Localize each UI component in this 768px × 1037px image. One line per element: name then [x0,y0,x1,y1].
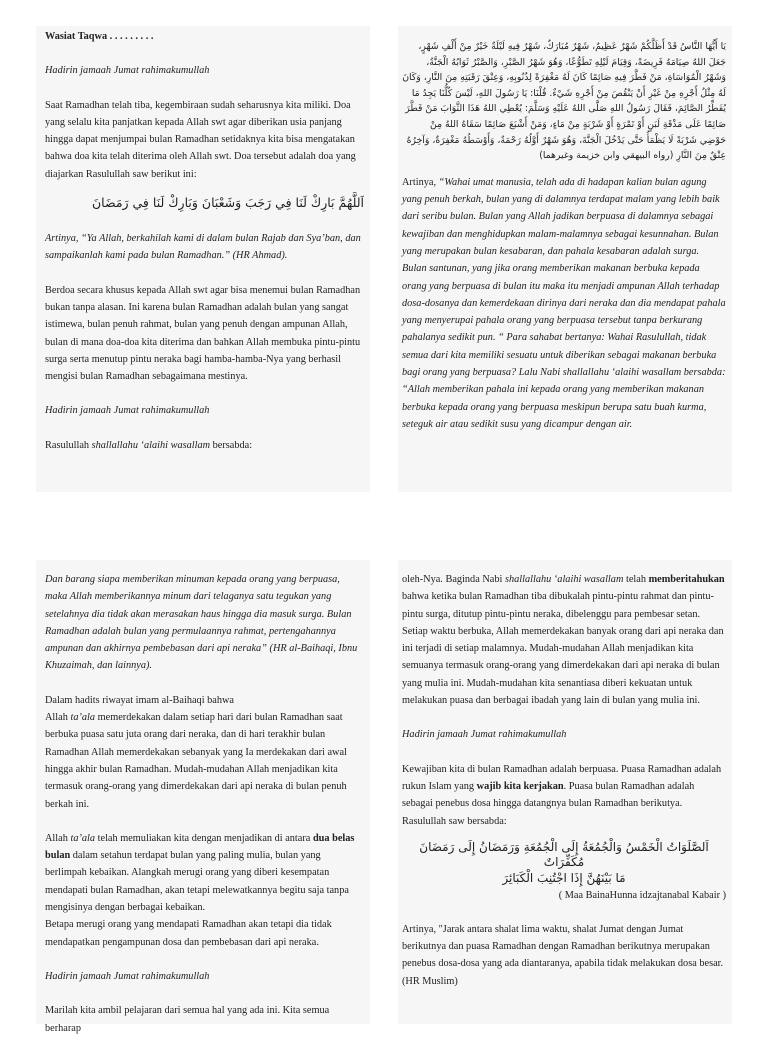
spacer [402,904,726,921]
hadith-arabic: يَا أَيُّهَا النَّاسُ قَدْ أَظَلَّكُمْ شَهْرٌ عَظِيمٌ، شَهْرٌ مُبَارَكٌ، شَهْرٌ فِيهِ لَيْلَةٌ خَيْرٌ مِنْ أَلْفِ شَهْرٍ، جَعَلَ اللهُ صِيَامَهُ فَرِيضَةً، وَقِيَامَ لَيْلِهِ تَطَوُّعًا، وَهُوَ شَهْرُ الصَّبْرِ، وَالصَّبْرُ ثَوَابُهُ الْجَنَّةُ، وَشَهْرُ الْمُوَاسَاةِ، مَنْ فَطَّرَ فِيهِ صَائِمًا كَانَ لَهُ مَغْفِرَةً لِذُنُوبِهِ، وَعِتْقَ رَقَبَتِهِ مِنَ النَّارِ، وَكَانَ لَهُ مِثْلُ أَجْرِهِ مِنْ غَيْرِ أَنْ يَنْقُصَ مِنْ أَجْرِهِ شَيْءٌ. قُلْنَا: يَا رَسُولَ اللهِ، لَيْسَ كُلُّنَا يَجِدُ مَا يُفَطِّرُ الصَّائِمَ، فَقَالَ رَسُولُ اللهِ صَلَّى اللهُ عَلَيْهِ وَسَلَّمَ: يُعْطِي اللهُ هَذَا الثَّوَابَ مَنْ فَطَّرَ صَائِمًا عَلَى مَذْقَةِ لَبَنٍ أَوْ تَمْرَةٍ أَوْ شَرْبَةٍ مِنْ مَاءٍ، وَمَنْ أَشْبَعَ صَائِمًا سَقَاهُ اللهُ مِنْ حَوْضِي شَرْبَةً لَا يَظْمَأُ حَتَّى يَدْخُلَ الْجَنَّةَ، وَهُوَ شَهْرٌ أَوَّلُهُ رَحْمَةٌ، وَأَوْسَطُهُ مَغْفِرَةٌ، وَآخِرُهُ عِتْقٌ مِنَ النَّارِ (رواه البيهقي وابن خزيمة وغيرهما) [402,41,726,162]
paragraph [402,571,726,709]
text-run-italic: shallallahu ‘alaihi wasallam [91,439,211,451]
spacer [402,709,726,726]
spacer [45,213,364,230]
text-run: Allah [45,712,71,724]
paragraph: Saat Ramadhan telah tiba, kegembiraan sudah seharusnya kita miliki. Doa yang selalu kita panjatkan kepada Allah swt agar diberikan usia panjang hingga dapat menjumpai bulan Ramadhan setidaknya kita bisa mengatakan bahwa doa kita telah diterima oleh Allah swt. Doa tersebut adalah doa yang diajarkan Rasulullah saw berikut ini: [45,99,356,180]
paragraph [45,709,364,813]
spacer [45,813,364,830]
text-run: Rasulullah [45,439,92,451]
text-run: oleh-Nya. Baginda Nabi [402,574,505,585]
text-run-bold: memberitahukan [648,574,725,585]
text-run-italic: ta’ala [70,832,96,844]
text-run: dalam setahun terdapat bulan yang paling mulia, bulan yang berlimpah kebaikan. Alangkah merugi orang yang diberi kesempatan mendapati bulan Ramadhan, akan tetapi melewatkannya begitu saja tanpa mengisinya dengan berbagai kebaikan. [45,850,349,914]
document-page-1 [36,26,370,492]
text-run: . Puasa bulan Ramadhan adalah sebagai penebus dosa hingga datangnya bulan Ramadhan berikutya. Rasulullah saw bersabda: [402,780,695,827]
hadith-translation [402,174,726,433]
spacer [45,183,364,193]
spacer [45,45,364,62]
text-run: telah [623,574,649,585]
document-page-4 [398,560,732,1024]
spacer [45,675,364,692]
text-run: bersabda: [210,439,253,451]
greeting: Hadirin jamaah Jumat rahimakumullah [45,405,210,417]
greeting: Hadirin jamaah Jumat rahimakumullah [402,729,567,741]
spacer [402,164,726,174]
spacer [45,265,364,282]
spacer [45,385,364,402]
paragraph: Dalam hadits riwayat imam al-Baihaqi bahwa [45,694,234,706]
spacer [402,830,726,840]
text-run: telah memuliakan kita dengan menjadikan di antara [95,832,313,844]
spacer [45,80,364,97]
hadith-translation: Artinya, "Jarak antara shalat lima waktu, shalat Jumat dengan Jumat berikutnya dan puasa Ramadhan dengan Ramadhan berikutnya merupakan penebus dosa-dosa yang ada diantaranya, apabila tidak melakukan dosa besar. (HR Muslim) [402,923,724,987]
document-page-3 [36,560,370,1034]
text-run-italic: ta’ala [70,712,96,724]
section-title: Wasiat Taqwa . . . . . . . . . [45,31,154,42]
paragraph: Betapa merugi orang yang mendapati Ramadhan akan tetapi dia tidak mendapatkan pengampunan dosa dan pembebasan dari api neraka. [45,919,332,948]
hadith-arabic-line-2: مَا بَيْنَهُنَّ إِذَا اجْتُنِبَ الْكَبَائِرَ [502,871,626,886]
paragraph: Marilah kita ambil pelajaran dari semua hal yang ada ini. Kita semua berharap [45,1005,330,1034]
paragraph [45,437,364,454]
paragraph [45,830,364,916]
dua-translation: Artinya, “Ya Allah, berkahilah kami di dalam bulan Rajab dan Sya’ban, dan sampaikanlah kami pada bulan Ramadhan.” (HR Ahmad). [45,233,361,262]
hadith-reference: ( Maa BainaHunna idzajtanabal Kabair ) [558,889,726,901]
document-page-2 [398,26,732,492]
spacer [45,420,364,437]
text-run: Kewajiban kita di bulan Ramadhan adalah berpuasa. Puasa Ramadhan adalah rukun Islam yang [402,763,722,792]
text-run-italic: “Wahai umat manusia, telah ada di hadapan kalian bulan agung yang penuh berkah, bulan yang di dalamnya terdapat malam yang lebih baik dari seribu bulan. Bulan yang Allah jadikan berpuasa di dalamnya sebagai kewajiban dan menghidupkan malam-malamnya sebagai kesunnahan. Bulan yang merupakan bulan kesabaran, dan pahala kesabaran adalah surga. Bulan santunan, yang jika orang memberikan makanan berbuka kepada orang yang berpuasa di bulan itu maka itu menjadi ampunan Allah terhadap dosa-dosanya dan kemerdekaan dirinya dari neraka dan dia mendapat pahala yang menyerupai pahala orang yang berpuasa tersebut tanpa berkurang pahalanya sedikit pun. “ Para sahabat bertanya: Wahai Rasulullah, tidak semua dari kita memiliki sesuatu untuk diberikan sebagai makanan berbuka bagi orang yang berpuasa? Lalu Nabi shallallahu ‘alaihi wasallam bersabda: “Allah memberikan pahala ini kepada orang yang memberikan makanan berbuka kepada orang yang berpuasa meskipun berupa satu buah kurma, seteguk air atau sedikit susu yang dicampur dengan air. [402,176,726,430]
dua-arabic: اَللَّهُمَّ بَارِكْ لَنَا فِي رَجَبَ وَشَعْبَانَ وَبَارِكْ لَنَا فِي رَمَضَانَ [91,195,364,211]
text-run: memerdekakan dalam setiap hari dari bulan Ramadhan saat berbuka puasa satu juta orang dari neraka, dan di hari terakhir bulan Ramadhan Allah memerdekakan sebanyak yang Ia merdekakan dari awal hingga akhir bulan Ramadhan. Mudah-mudahan Allah menjadikan kita termasuk orang-orang yang dimerdekakan dari api neraka di bulan penuh berkah ini. [45,712,347,810]
greeting: Hadirin jamaah Jumat rahimakumullah [45,970,210,982]
text-run: bahwa ketika bulan Ramadhan tiba dibukalah pintu-pintu rahmat dan pintu-pintu surga, ditutup pintu-pintu neraka, dibelenggu para pembesar setan. Setiap waktu berbuka, Allah memerdekakan banyak orang dari api neraka dan ini terjadi di setiap malamnya. Mudah-mudahan Allah menjadikan kita semuanya termasuk orang-orang yang dimerdekakan dari api neraka di bulan yang mulia ini. Mudah-mudahan kita senantiasa diberi kekuatan untuk melakukan puasa dan berbagai ibadah yang lain di bulan yang mulia ini. [402,591,724,707]
text-run-bold: dua belas bulan [45,832,355,862]
text-run: Allah [45,832,71,844]
text-run: Artinya, [402,176,439,188]
hadith-arabic-line-1: اَلصَّلَوَاتُ الْخَمْسُ وَالْجُمُعَةُ إِلَى الْجُمُعَةِ وَرَمَضَانُ إِلَى رَمَضَانَ مُكَفِّرَاتٌ [419,839,709,870]
text-run-bold: wajib kita kerjakan [476,780,564,792]
paragraph [402,761,726,830]
spacer [45,951,364,968]
paragraph: Berdoa secara khusus kepada Allah swt agar bisa menemui bulan Ramadhan bukan tanpa alasan. Ini karena bulan Ramadhan adalah bulan yang sangat istimewa, bulan penuh rahmat, bulan yang penuh dengan ampunan Allah, bulan di mana doa-doa kita diterima dan bahkan Allah membuka pintu-pintu surga serta menutup pintu neraka bagi hamba-hamba-Nya yang berhasil mengisi bulan Ramadhan sebagaimana mestinya. [45,284,361,383]
spacer [45,985,364,1002]
text-run-italic: shallallahu ‘alaihi wasallam [504,574,624,585]
greeting: Hadirin jamaah Jumat rahimakumullah [45,65,210,77]
hadith-translation-continued: Dan barang siapa memberikan minuman kepada orang yang berpuasa, maka Allah memberikannya minum dari telaganya satu tegukan yang setelahnya dia tidak akan merasakan haus hingga dia masuk surga. Bulan Ramadhan adalah bulan yang permulaannya rahmat, pertengahannya ampunan dan akhirnya pembebasan dari api neraka” (HR al-Baihaqi, Ibnu Khuzaimah, dan lainnya). [45,574,358,672]
spacer [402,744,726,761]
